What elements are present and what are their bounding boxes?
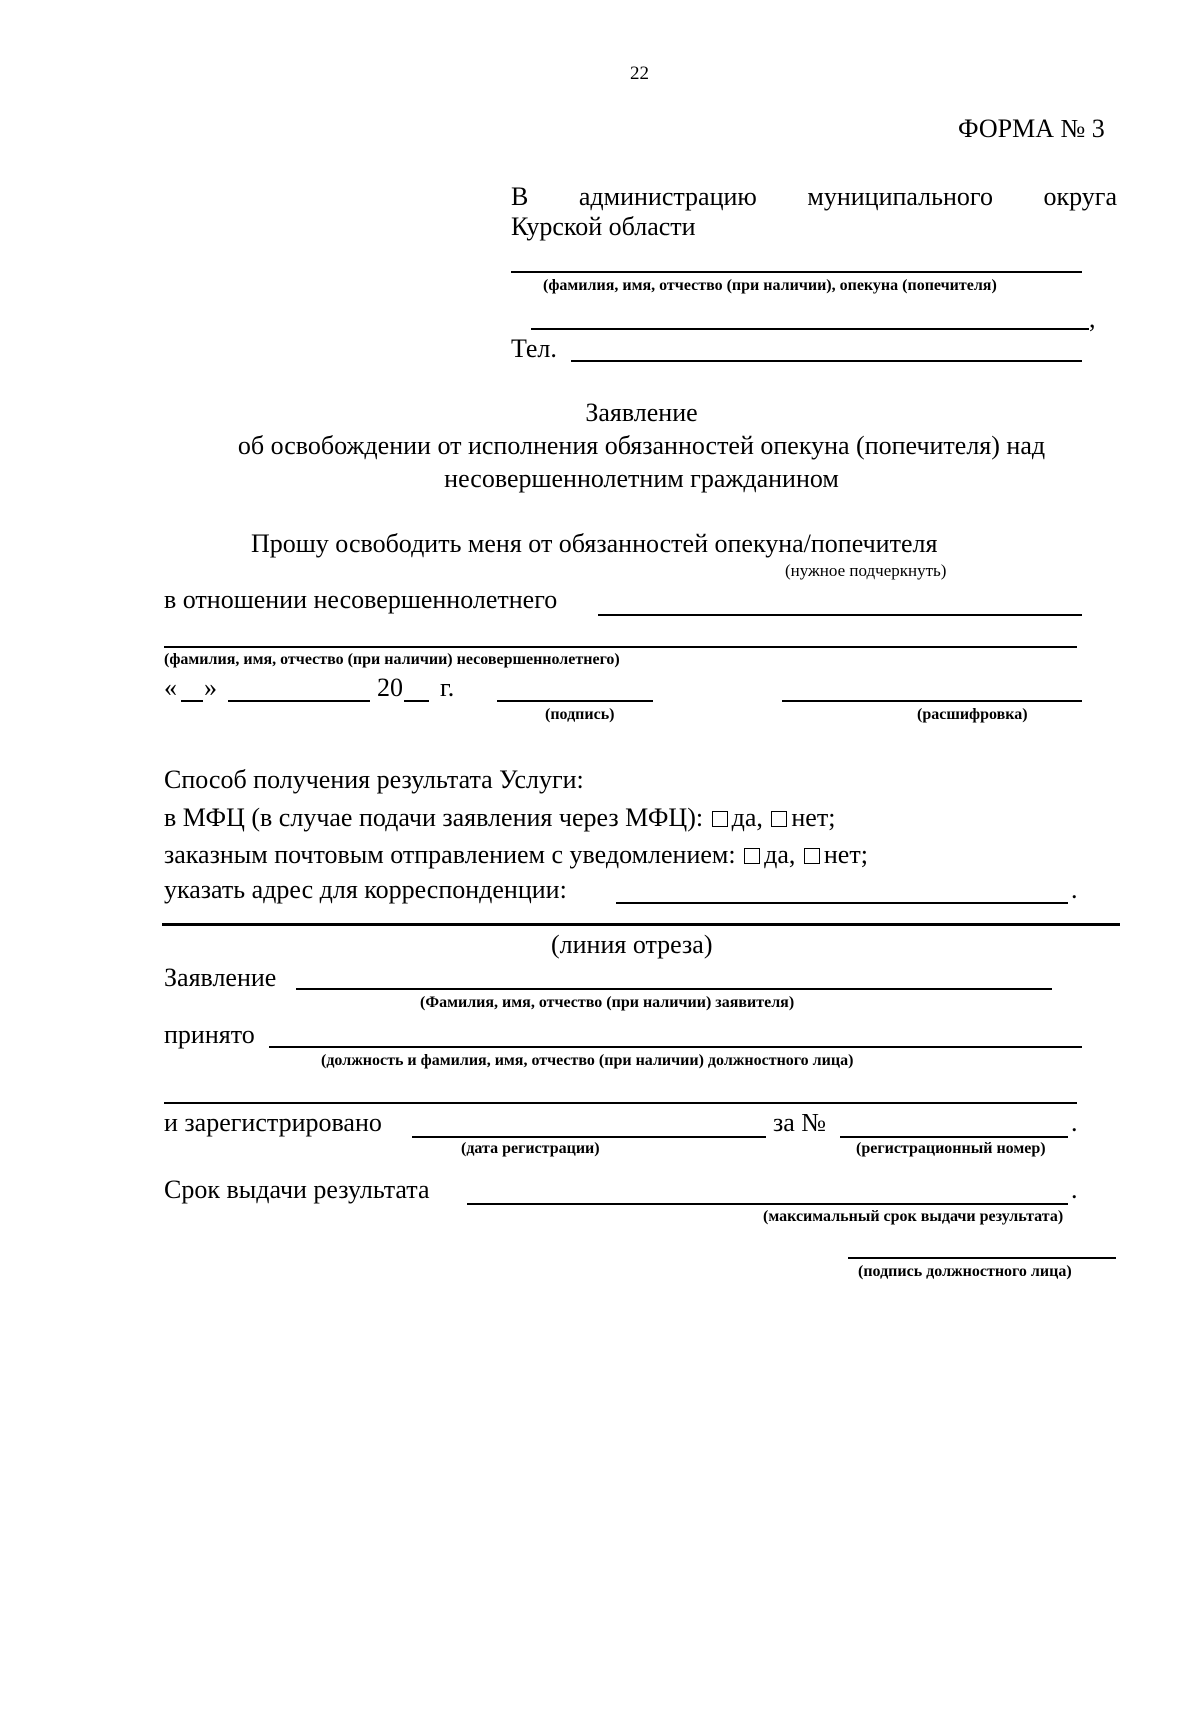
address-label: указать адрес для корреспонденции:	[164, 875, 567, 904]
addressee-line1	[511, 182, 1117, 212]
addressee-word-1: В	[511, 182, 529, 211]
applicant-field[interactable]	[296, 988, 1052, 990]
addressee-word-3: муниципального	[807, 182, 993, 211]
deadline-field[interactable]	[467, 1203, 1068, 1205]
applicant-caption: (Фамилия, имя, отчество (при наличии) заявителя)	[420, 994, 795, 1011]
accepted-label: принято	[164, 1020, 255, 1049]
mfc-yes-checkbox[interactable]	[712, 811, 728, 827]
guardian-fio-field[interactable]	[511, 271, 1082, 273]
reg-date-caption: (дата регистрации)	[461, 1140, 600, 1157]
minor-fio-field-2[interactable]	[164, 646, 1077, 648]
date-close-quote: »	[204, 673, 217, 702]
date-year-prefix: 20	[377, 673, 403, 702]
title-line1: Заявление	[585, 398, 698, 427]
official-field-2[interactable]	[164, 1102, 1077, 1104]
request-text: Прошу освободить меня от обязанностей опекуна/попечителя	[251, 529, 938, 558]
mail-no-label: нет;	[823, 840, 868, 869]
mail-no-checkbox[interactable]	[804, 848, 820, 864]
registered-label: и зарегистрировано	[164, 1108, 382, 1137]
address-end: .	[1071, 875, 1078, 904]
title-line3: несовершеннолетним гражданином	[444, 464, 839, 493]
delivery-heading: Способ получения результата Услуги:	[164, 765, 584, 794]
delivery-mail-row	[164, 842, 868, 868]
mail-yes-label: да,	[764, 840, 796, 869]
deadline-label: Срок выдачи результата	[164, 1175, 430, 1204]
official-signature-field[interactable]	[848, 1257, 1116, 1259]
addressee-line2: Курской области	[511, 212, 696, 241]
signature-field[interactable]	[497, 700, 653, 702]
official-caption: (должность и фамилия, имя, отчество (при наличии) должностного лица)	[321, 1052, 854, 1069]
minor-fio-caption: (фамилия, имя, отчество (при наличии) несовершеннолетнего)	[164, 651, 620, 668]
number-label: за №	[773, 1108, 827, 1137]
date-month-field[interactable]	[228, 700, 370, 702]
application-label: Заявление	[164, 963, 277, 992]
reg-end-dot: .	[1071, 1108, 1078, 1137]
page-number: 22	[630, 63, 649, 84]
mfc-yes-label: да,	[731, 803, 763, 832]
form-number: ФОРМА № 3	[958, 114, 1105, 143]
official-signature-caption: (подпись должностного лица)	[858, 1263, 1072, 1280]
reg-number-field[interactable]	[840, 1136, 1068, 1138]
deadline-end-dot: .	[1071, 1175, 1078, 1204]
tel-field[interactable]	[571, 360, 1082, 362]
decoding-field[interactable]	[782, 700, 1082, 702]
title-line2: об освобождении от исполнения обязанностей опекуна (попечителя) над	[237, 431, 1046, 460]
date-day-field[interactable]	[181, 700, 203, 702]
mfc-no-label: нет;	[791, 803, 836, 832]
mfc-no-checkbox[interactable]	[771, 811, 787, 827]
guardian-fio-field-2[interactable]	[531, 328, 1089, 330]
minor-label: в отношении несовершеннолетнего	[164, 585, 558, 614]
delivery-mfc-text: в МФЦ (в случае подачи заявления через МФЦ):	[164, 803, 704, 832]
deadline-caption: (максимальный срок выдачи результата)	[763, 1208, 1064, 1225]
underline-hint: (нужное подчеркнуть)	[785, 561, 947, 580]
signature-caption: (подпись)	[545, 706, 615, 723]
reg-date-field[interactable]	[412, 1136, 766, 1138]
minor-fio-field[interactable]	[598, 614, 1082, 616]
decoding-caption: (расшифровка)	[917, 706, 1028, 723]
mail-yes-checkbox[interactable]	[744, 848, 760, 864]
date-year-suffix: г.	[440, 673, 455, 702]
delivery-mail-text: заказным почтовым отправлением с уведомлением:	[164, 840, 736, 869]
official-field[interactable]	[269, 1046, 1082, 1048]
tel-label: Тел.	[511, 334, 557, 363]
delivery-mfc-row	[164, 805, 835, 831]
addressee-comma: ,	[1089, 304, 1096, 333]
cut-line	[162, 923, 1120, 926]
date-year-field[interactable]	[404, 700, 429, 702]
addressee-word-2: администрацию	[578, 182, 757, 211]
date-open-quote: «	[164, 673, 177, 702]
guardian-fio-caption: (фамилия, имя, отчество (при наличии), опекуна (попечителя)	[543, 277, 997, 294]
addressee-word-4: округа	[1043, 182, 1117, 211]
reg-number-caption: (регистрационный номер)	[856, 1140, 1046, 1157]
address-field[interactable]	[616, 902, 1068, 904]
cut-line-label: (линия отреза)	[551, 930, 713, 959]
